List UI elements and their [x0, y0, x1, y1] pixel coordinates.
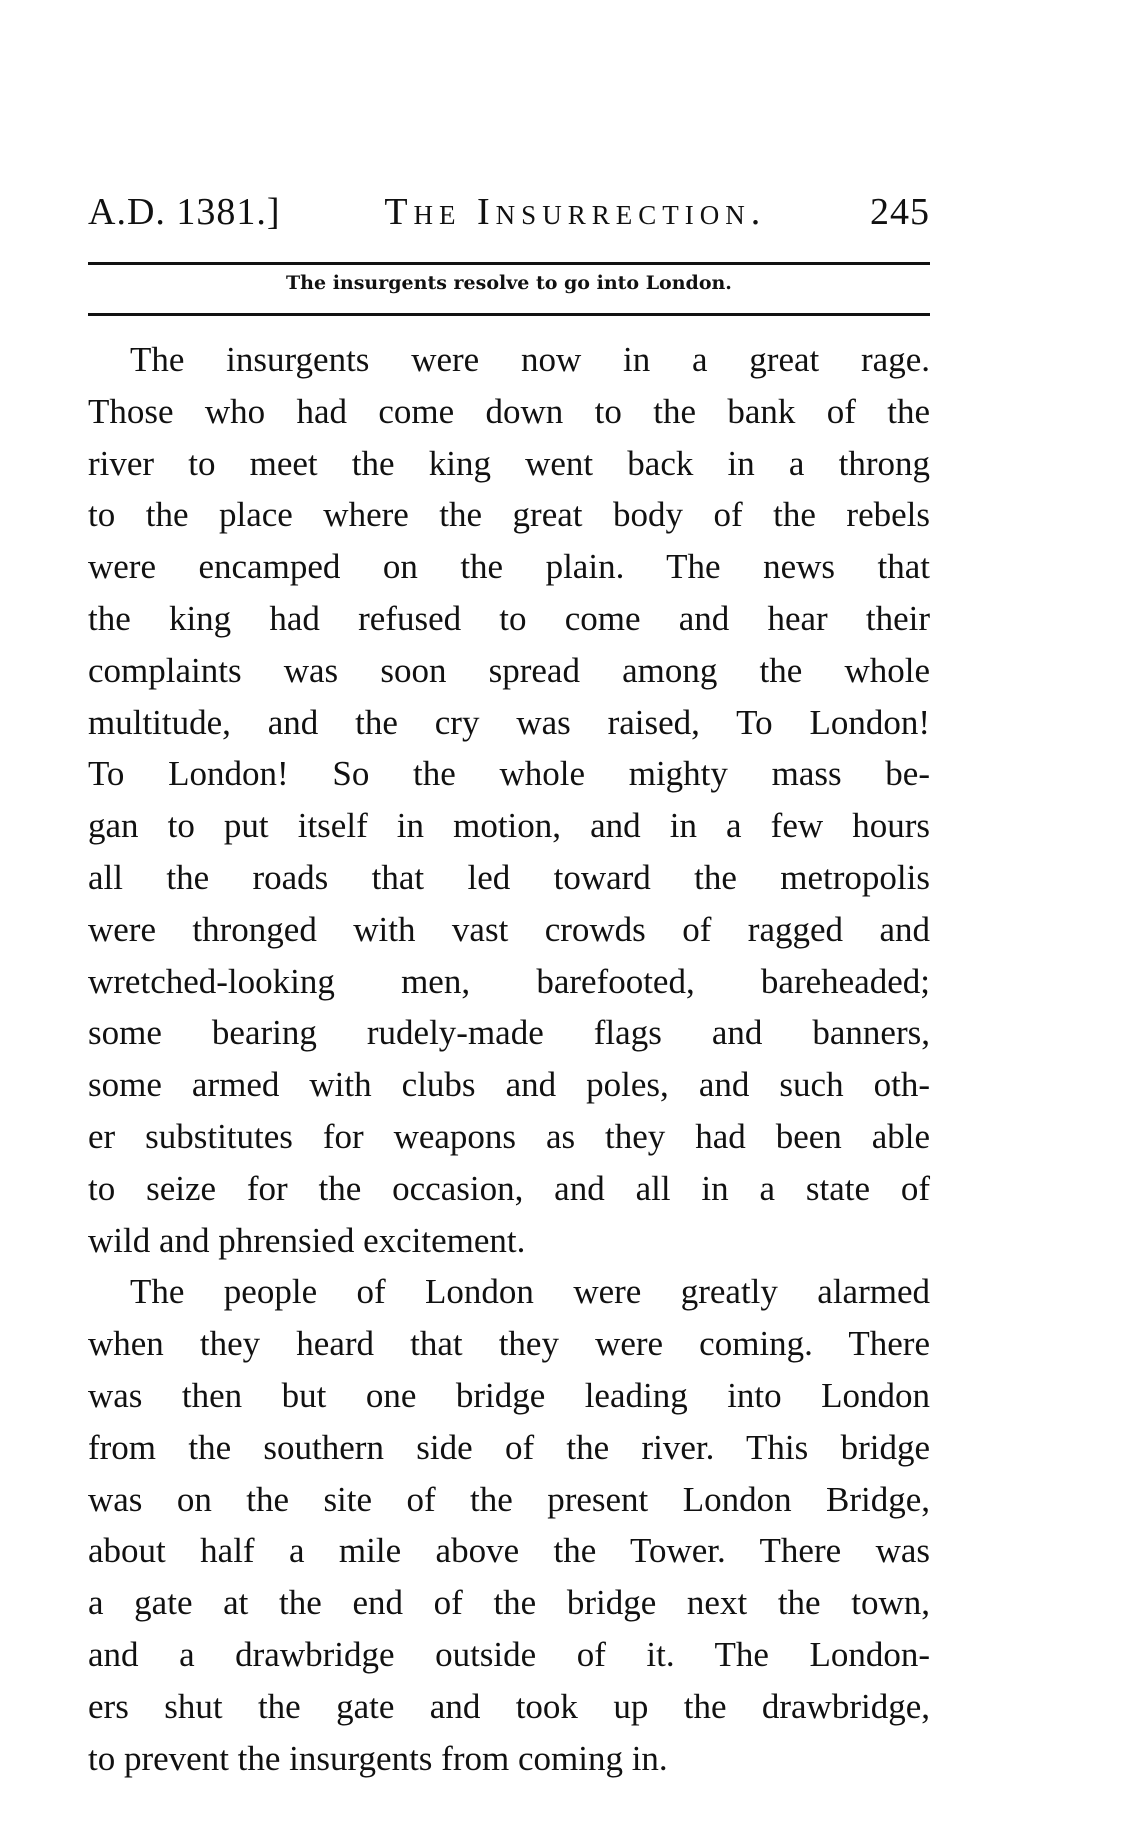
text-line: multitude, and the cry was raised, To London!	[88, 702, 930, 742]
text-line: river to meet the king went back in a throng	[88, 443, 930, 483]
text-line: wretched-looking men, barefooted, bareheaded;	[88, 961, 930, 1001]
text-line: were encamped on the plain. The news that	[88, 547, 930, 587]
text-line: gan to put itself in motion, and in a few hours	[88, 806, 930, 846]
header-title: The Insurrection.	[384, 191, 767, 233]
text-line: were thronged with vast crowds of ragged and	[88, 909, 930, 949]
text-line: was on the site of the present London Bridge,	[88, 1479, 930, 1519]
text-line: er substitutes for weapons as they had been able	[88, 1116, 930, 1156]
text-line: when they heard that they were coming. There	[88, 1324, 930, 1364]
text-line: some bearing rudely-made flags and banners,	[88, 1013, 930, 1053]
text-line: the king had refused to come and hear their	[88, 598, 930, 638]
text-line: from the southern side of the river. This bridge	[88, 1427, 930, 1467]
text-line: wild and phrensied excitement.	[88, 1220, 526, 1260]
text-line: all the roads that led toward the metropolis	[88, 857, 930, 897]
section-subtitle: The insurgents resolve to go into London.	[286, 272, 732, 294]
text-line: some armed with clubs and poles, and such oth-	[88, 1065, 930, 1105]
text-line: was then but one bridge leading into London	[88, 1375, 930, 1415]
bottom-rule	[88, 313, 930, 316]
text-line: complaints was soon spread among the whole	[88, 650, 930, 690]
text-line: The insurgents were now in a great rage.	[130, 340, 930, 379]
text-line: and a drawbridge outside of it. The London-	[88, 1634, 930, 1674]
text-line: to prevent the insurgents from coming in.	[88, 1738, 668, 1778]
text-line: Those who had come down to the bank of the	[88, 391, 930, 431]
text-line: To London! So the whole mighty mass be-	[88, 754, 930, 794]
header-date: A.D. 1381.]	[88, 191, 281, 233]
top-rule	[88, 262, 930, 265]
text-line: to seize for the occasion, and all in a state of	[88, 1168, 930, 1208]
text-line: about half a mile above the Tower. There was	[88, 1531, 930, 1571]
text-line: a gate at the end of the bridge next the town,	[88, 1583, 930, 1623]
text-line: The people of London were greatly alarmed	[130, 1272, 930, 1312]
page-number: 245	[869, 191, 930, 233]
body-text	[88, 334, 930, 1784]
text-line: ers shut the gate and took up the drawbridge,	[88, 1686, 930, 1726]
text-line: to the place where the great body of the rebels	[88, 495, 930, 535]
running-header	[88, 190, 930, 234]
